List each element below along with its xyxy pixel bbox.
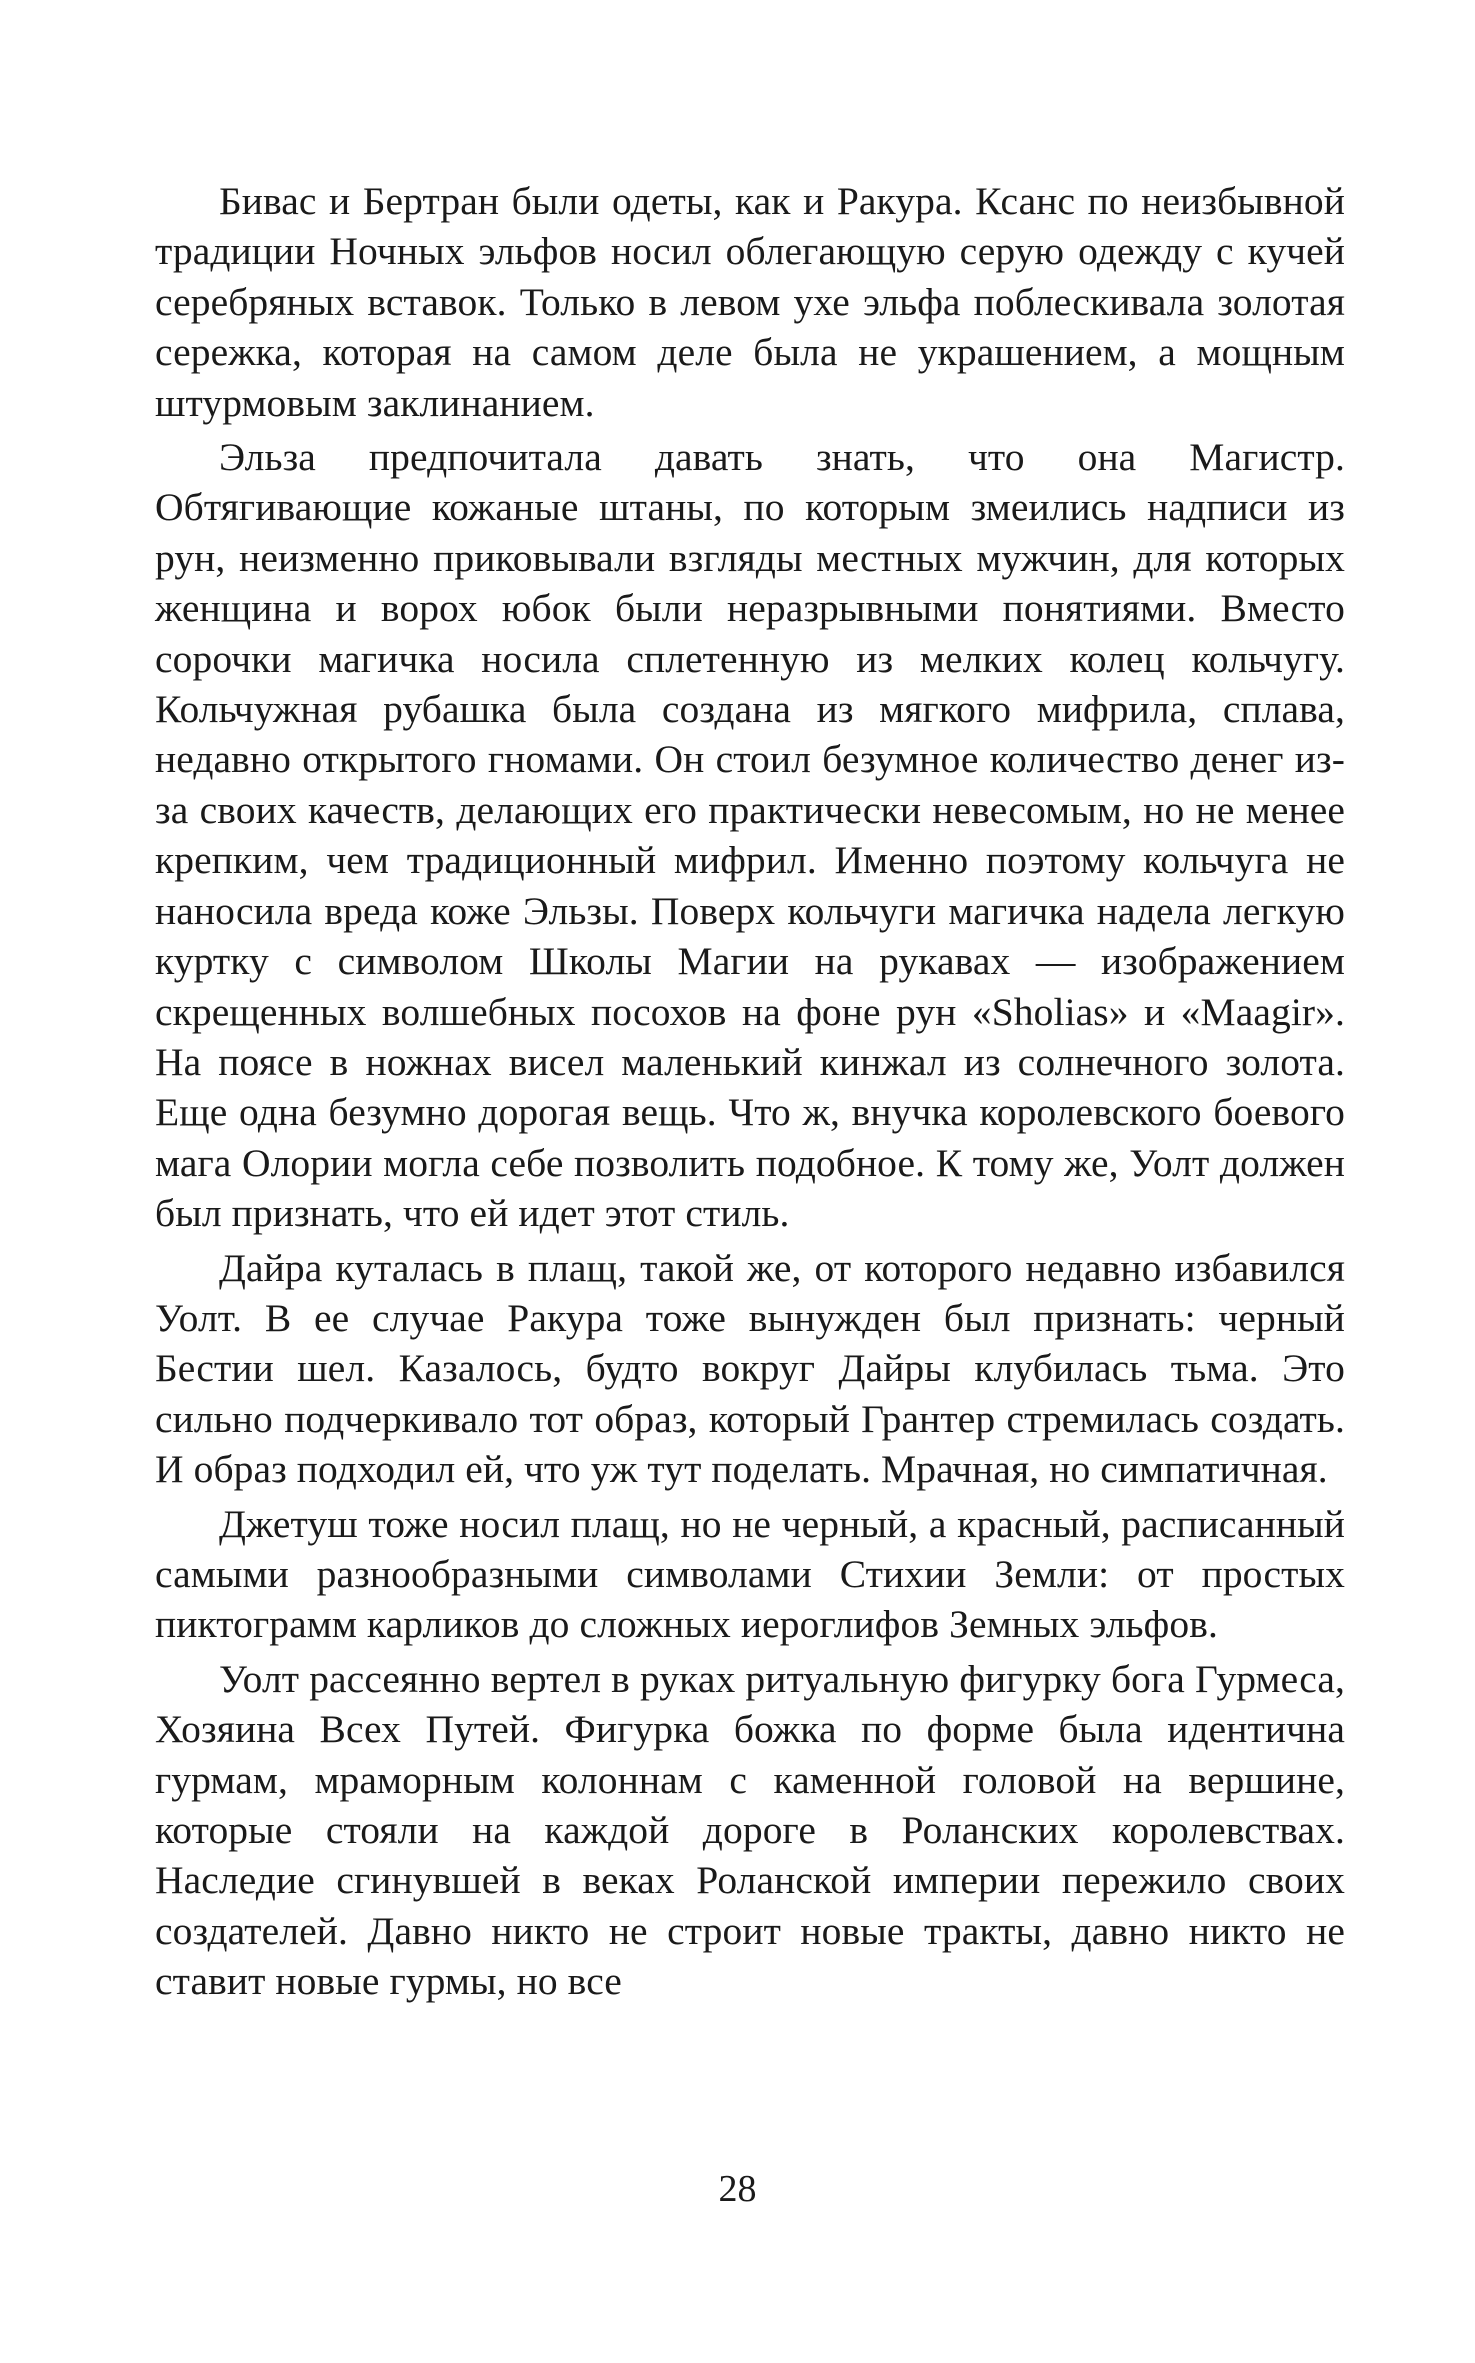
- page-body: [155, 176, 1345, 2007]
- paragraph-5: Уолт рассеянно вертел в руках ритуальную фигурку бога Гурмеса, Хозяина Всех Путей. Фигурка божка по форме была идентична гурмам, мраморным колоннам с каменной головой на вершине, которые стояли на каждой дороге в Роланских королевствах. Наследие сгинувшей в веках Роланской империи пережило своих создателей. Давно никто не строит новые тракты, давно никто не ставит новые гурмы, но все: [155, 1656, 1345, 2004]
- paragraph-1: Бивас и Бертран были одеты, как и Ракура. Ксанс по неизбывной традиции Ночных эльфов носил облегающую серую одежду с кучей серебряных вставок. Только в левом ухе эльфа поблескивала золотая сережка, которая на самом деле была не украшением, а мощным штурмовым заклинанием.: [155, 179, 1345, 425]
- paragraph-4: Джетуш тоже носил плащ, но не черный, а красный, расписанный самыми разнообразными символами Стихии Земли: от простых пиктограмм карликов до сложных иероглифов Земных эльфов.: [155, 1501, 1345, 1647]
- paragraph-2: Эльза предпочитала давать знать, что она Магистр. Обтягивающие кожаные штаны, по которым змеились надписи из рун, неизменно приковывали взгляды местных мужчин, для которых женщина и ворох юбок были неразрывными понятиями. Вместо сорочки магичка носила сплетенную из мелких колец кольчугу. Кольчужная рубашка была создана из мягкого мифрила, сплава, недавно открытого гномами. Он стоил безумное количество денег из-за своих качеств, делающих его практически невесомым, но не менее крепким, чем традиционный мифрил. Именно поэтому кольчуга не наносила вреда коже Эльзы. Поверх кольчуги магичка надела легкую куртку с символом Школы Магии на рукавах — изображением скрещенных волшебных посохов на фоне рун «Sholias» и «Maagir». На поясе в ножнах висел маленький кинжал из солнечного золота. Еще одна безумно дорогая вещь. Что ж, внучка королевского боевого мага Олории могла себе позволить подобное. К тому же, Уолт должен был признать, что ей идет этот стиль.: [155, 435, 1345, 1236]
- page-number: 28: [718, 2168, 757, 2210]
- paragraph-3: Дайра куталась в плащ, такой же, от которого недавно избавился Уолт. В ее случае Ракура тоже вынужден был признать: черный Бестии шел. Казалось, будто вокруг Дайры клубилась тьма. Это сильно подчеркивало тот образ, который Грантер стремилась создать. И образ подходил ей, что уж тут поделать. Мрачная, но симпатичная.: [155, 1245, 1345, 1492]
